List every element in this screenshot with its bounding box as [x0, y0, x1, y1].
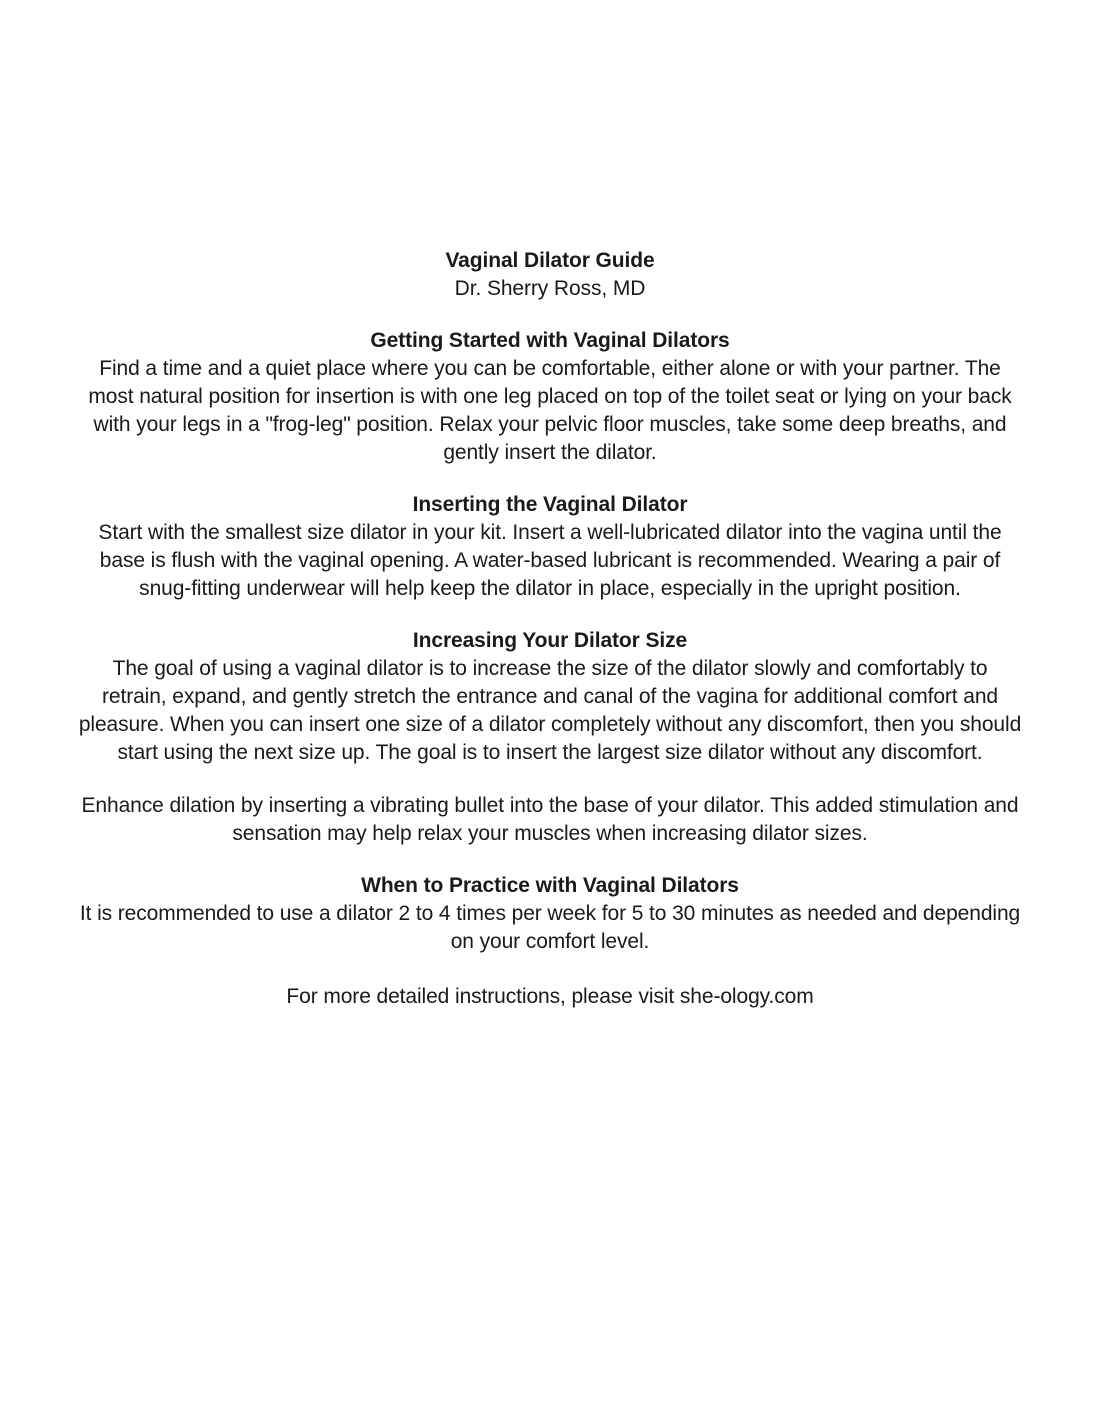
section-heading-inserting: Inserting the Vaginal Dilator [412, 493, 688, 516]
section-heading-increasing-size: Increasing Your Dilator Size [412, 629, 688, 652]
document-page [78, 0, 1023, 1011]
section-paragraph: The goal of using a vaginal dilator is to increase the size of the dilator slowly and comfortably to retrain, expand, and gently stretch the entrance and canal of the vagina for additional comfort and pleasure. When you can insert one size of a dilator completely without any discomfort, then you should start using the next size up. The goal is to insert the largest size dilator without any discomfort. [78, 657, 1022, 764]
section-increasing-size [78, 627, 1023, 848]
section-paragraph: Start with the smallest size dilator in your kit. Insert a well-lubricated dilator into the vagina until the base is flush with the vaginal opening. A water-based lubricant is recommended. Wearing a pair of snug-fitting underwear will help keep the dilator in place, especially in the upright position. [98, 521, 1002, 600]
footer-note: For more detailed instructions, please visit she-ology.com [286, 985, 814, 1008]
section-heading-when-to-practice: When to Practice with Vaginal Dilators [361, 874, 739, 897]
section-when-to-practice [78, 872, 1023, 956]
section-heading-getting-started: Getting Started with Vaginal Dilators [370, 329, 730, 352]
section-getting-started [78, 327, 1023, 467]
section-paragraph: It is recommended to use a dilator 2 to 4 times per week for 5 to 30 minutes as needed and depending on your comfort level. [79, 902, 1021, 953]
document-author: Dr. Sherry Ross, MD [454, 277, 646, 300]
document-title: Vaginal Dilator Guide [445, 249, 655, 272]
section-paragraph: Find a time and a quiet place where you can be comfortable, either alone or with your partner. The most natural position for insertion is with one leg placed on top of the toilet seat or lying on your back with your legs in a "frog-leg" position. Relax your pelvic floor muscles, take some deep breaths, and gently insert the dilator. [88, 357, 1012, 464]
document-header [78, 247, 1023, 303]
section-paragraph: Enhance dilation by inserting a vibrating bullet into the base of your dilator. This added stimulation and sensation may help relax your muscles when increasing dilator sizes. [81, 794, 1019, 845]
section-inserting [78, 491, 1023, 603]
